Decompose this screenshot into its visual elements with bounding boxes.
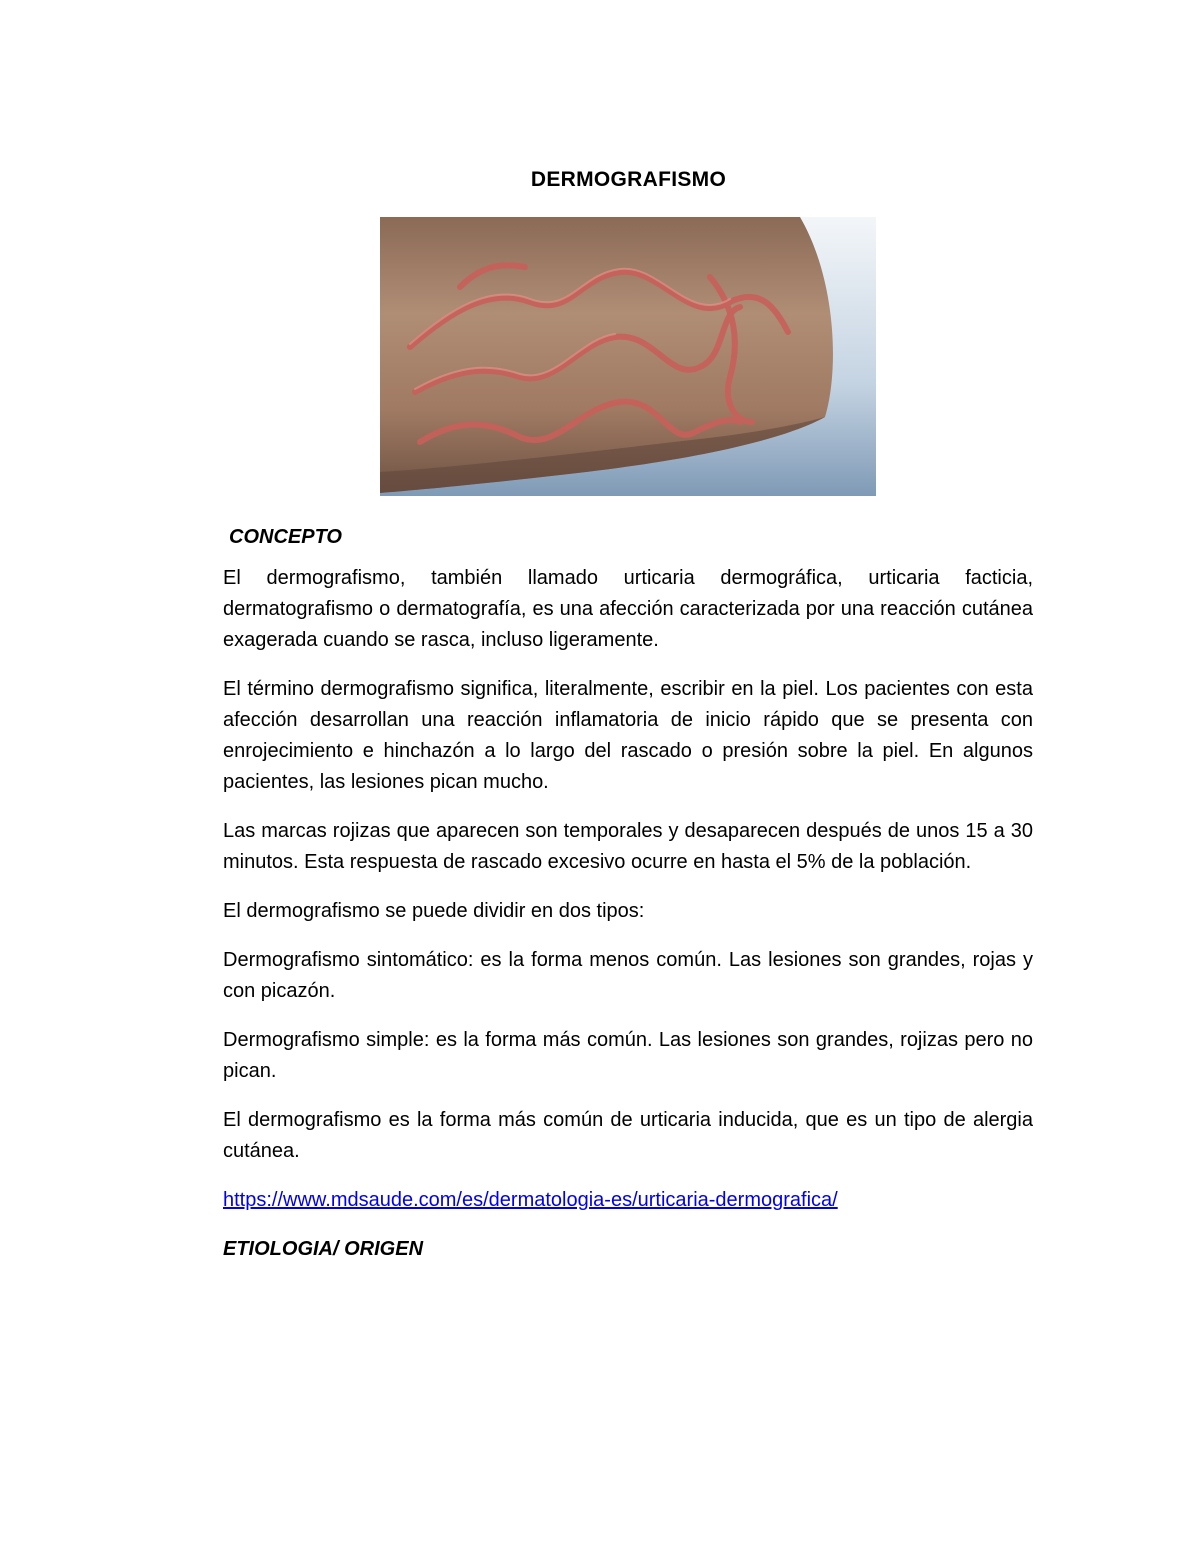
document-title: DERMOGRAFISMO [530, 168, 727, 191]
section-heading-etiologia: ETIOLOGIA/ ORIGEN [223, 1238, 424, 1260]
document-body [223, 522, 1033, 1265]
paragraph: Dermografismo sintomático: es la forma menos común. Las lesiones son grandes, rojas y con picazón. [223, 949, 1033, 1002]
forearm-photo [380, 217, 876, 496]
paragraph: Las marcas rojizas que aparecen son temporales y desaparecen después de unos 15 a 30 minutos. Esta respuesta de rascado excesivo ocurre en hasta el 5% de la población. [223, 820, 1033, 873]
paragraph: Dermografismo simple: es la forma más común. Las lesiones son grandes, rojizas pero no pican. [223, 1029, 1033, 1082]
paragraph: El dermografismo es la forma más común de urticaria inducida, que es un tipo de alergia cutánea. [223, 1109, 1033, 1162]
paragraph: El dermografismo, también llamado urticaria dermográfica, urticaria facticia, dermatografismo o dermatografía, es una afección caracterizada por una reacción cutánea exagerada cuando se rasca, incluso ligeramente. [223, 567, 1033, 651]
paragraph: El término dermografismo significa, literalmente, escribir en la piel. Los pacientes con esta afección desarrollan una reacción inflamatoria de inicio rápido que se presenta con enrojecimiento e hinchazón a lo largo del rascado o presión sobre la piel. En algunos pacientes, las lesiones pican mucho. [223, 678, 1033, 793]
section-heading-concepto: CONCEPTO [229, 526, 342, 548]
source-link[interactable]: https://www.mdsaude.com/es/dermatologia-es/urticaria-dermografica/ [223, 1189, 838, 1211]
paragraph: El dermografismo se puede dividir en dos tipos: [223, 900, 645, 922]
